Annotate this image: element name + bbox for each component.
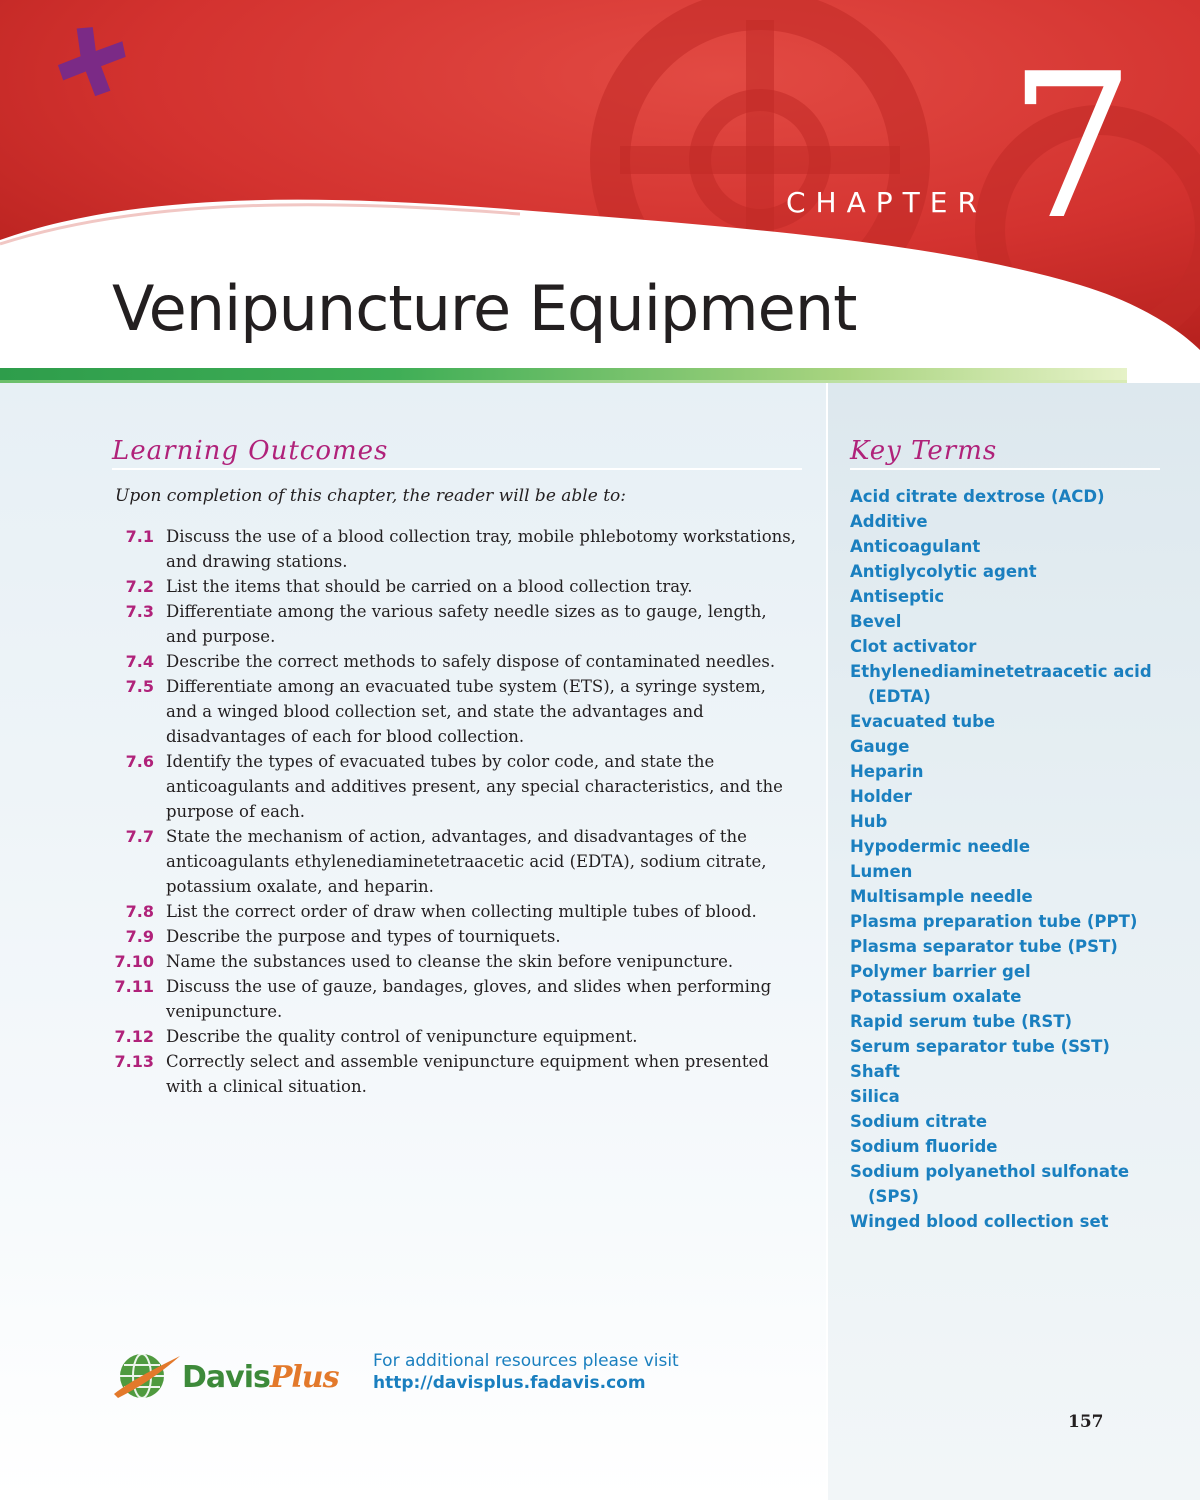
key-term: Antiseptic: [850, 587, 945, 606]
outcome-item: [110, 574, 800, 599]
outcome-number: 7.8: [125, 902, 154, 921]
key-term: Anticoagulant: [850, 537, 981, 556]
outcome-text: Name the substances used to cleanse the skin before venipuncture.: [166, 952, 734, 971]
key-term: Additive: [850, 512, 928, 531]
key-term: Serum separator tube (SST): [850, 1037, 1110, 1056]
outcome-text: Discuss the use of a blood collection tray, mobile phlebotomy workstations, and drawing stations.: [166, 527, 796, 571]
chapter-label: CHAPTER: [786, 186, 987, 219]
key-term: Holder: [850, 787, 912, 806]
key-term: Winged blood collection set: [850, 1212, 1109, 1231]
outcome-number: 7.4: [125, 652, 154, 671]
outcome-text: List the items that should be carried on a blood collection tray.: [166, 577, 693, 596]
key-term: Shaft: [850, 1062, 900, 1081]
outcome-text: Correctly select and assemble venipuncture equipment when presented with a clinical situation.: [166, 1052, 769, 1096]
key-terms-list: [850, 484, 1180, 1234]
key-term: Rapid serum tube (RST): [850, 1012, 1073, 1031]
key-terms-heading: Key Terms: [850, 436, 998, 466]
outcome-text: Discuss the use of gauze, bandages, gloves, and slides when performing venipuncture.: [166, 977, 772, 1021]
davisplus-logo-plus: Plus: [269, 1360, 339, 1395]
page-title: Venipuncture Equipment: [112, 272, 857, 345]
key-term: Clot activator: [850, 637, 977, 656]
resources-text: For additional resources please visit: [373, 1351, 679, 1371]
key-term: Plasma separator tube (PST): [850, 937, 1118, 956]
key-term: Gauge: [850, 737, 910, 756]
key-term: Ethylenediaminetetraacetic acid (EDTA): [850, 662, 1152, 706]
key-terms-rule: [850, 468, 1160, 470]
outcome-number: 7.3: [125, 602, 154, 621]
outcome-item: [110, 974, 800, 1024]
key-term: Bevel: [850, 612, 902, 631]
outcome-text: List the correct order of draw when collecting multiple tubes of blood.: [166, 902, 757, 921]
outcome-text: Differentiate among the various safety needle sizes as to gauge, length, and purpose.: [166, 602, 767, 646]
key-term: Sodium polyanethol sulfonate (SPS): [850, 1162, 1130, 1206]
outcome-item: [110, 949, 800, 974]
outcome-text: Describe the correct methods to safely dispose of contaminated needles.: [166, 652, 776, 671]
key-term: Plasma preparation tube (PPT): [850, 912, 1138, 931]
key-term: Polymer barrier gel: [850, 962, 1031, 981]
outcome-text: Differentiate among an evacuated tube system (ETS), a syringe system, and a winged blood collection set, and state the advantages and disadvantages of each for blood collection.: [166, 677, 766, 746]
outcome-item: [110, 924, 800, 949]
outcome-number: 7.1: [125, 527, 154, 546]
outcome-text: Describe the quality control of venipuncture equipment.: [166, 1027, 638, 1046]
outcome-number: 7.2: [125, 577, 154, 596]
outcome-text: State the mechanism of action, advantages, and disadvantages of the anticoagulants ethylenediaminetetraacetic acid (EDTA), sodium citrate, potassium oxalate, and heparin.: [166, 827, 767, 896]
key-term: Hypodermic needle: [850, 837, 1031, 856]
outcome-number: 7.9: [125, 927, 154, 946]
key-term: Heparin: [850, 762, 924, 781]
key-term: Acid citrate dextrose (ACD): [850, 487, 1105, 506]
globe-icon: [112, 1350, 182, 1402]
resources-link[interactable]: http://davisplus.fadavis.com: [373, 1373, 646, 1393]
davisplus-logo-main: Davis: [182, 1360, 270, 1395]
key-term: Hub: [850, 812, 888, 831]
outcome-item: [110, 599, 800, 649]
outcome-item: [110, 899, 800, 924]
outcome-item: [110, 649, 800, 674]
key-term: Lumen: [850, 862, 913, 881]
page-number: 157: [1068, 1412, 1104, 1432]
outcome-number: 7.13: [114, 1052, 154, 1071]
outcome-text: Describe the purpose and types of tourniquets.: [166, 927, 561, 946]
outcome-number: 7.12: [114, 1027, 154, 1046]
outcome-number: 7.11: [114, 977, 154, 996]
davisplus-logo: [182, 1360, 339, 1395]
key-term: Antiglycolytic agent: [850, 562, 1037, 581]
key-term: Multisample needle: [850, 887, 1033, 906]
outcome-item: [110, 1024, 800, 1049]
chapter-number: 7: [1008, 31, 1136, 264]
outcome-item: [110, 749, 800, 824]
outcome-number: 7.5: [125, 677, 154, 696]
key-term: Sodium citrate: [850, 1112, 988, 1131]
outcome-item: [110, 674, 800, 749]
outcome-number: 7.10: [114, 952, 154, 971]
learning-outcomes-list: [110, 524, 800, 1099]
resources-note: [373, 1350, 679, 1394]
outcome-number: 7.6: [125, 752, 154, 771]
key-term: Potassium oxalate: [850, 987, 1022, 1006]
outcome-item: [110, 824, 800, 899]
outcome-number: 7.7: [125, 827, 154, 846]
key-term: Silica: [850, 1087, 900, 1106]
key-term: Evacuated tube: [850, 712, 996, 731]
outcome-item: [110, 524, 800, 574]
learning-outcomes-heading: Learning Outcomes: [112, 436, 389, 466]
outcome-item: [110, 1049, 800, 1099]
learning-outcomes-intro: Upon completion of this chapter, the reader will be able to:: [115, 486, 626, 506]
outcome-text: Identify the types of evacuated tubes by color code, and state the anticoagulants and additives present, any special characteristics, and the purpose of each.: [166, 752, 783, 821]
learning-outcomes-rule: [112, 468, 802, 470]
key-term: Sodium fluoride: [850, 1137, 998, 1156]
